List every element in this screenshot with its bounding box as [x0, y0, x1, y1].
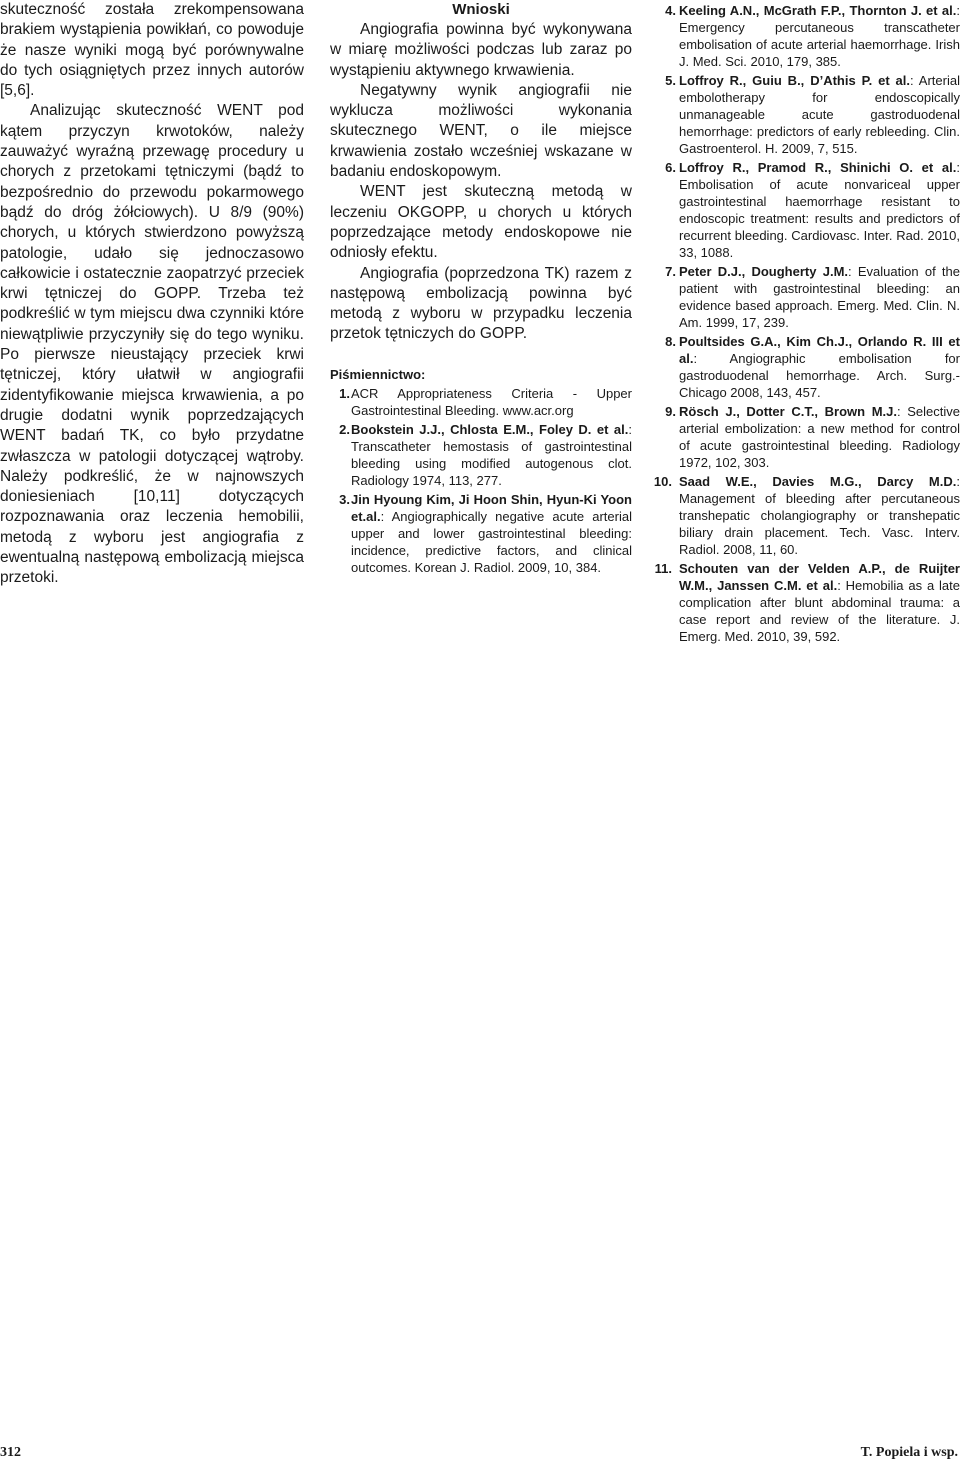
- reference-text: : Transcatheter hemostasis of gastrointestinal bleeding using modified autogenous clot. Radiology 1974, 113, 277.: [351, 421, 632, 488]
- reference-number: 1.: [339, 385, 350, 401]
- paragraph: Analizując skuteczność WENT pod kątem przyczyn krwotoków, należy zauważyć wyraźną przewagę procedury u chorych z przetokami tętniczymi (bądź to bezpośrednio do przewodu pokarmowego bądź do dróg żółciowych). U 8/9 (90%) chorych, u których stwierdzono powyższą patologie, udało się jednoczasowo całkowicie i ostatecznie zaopatrzyć przeciek krwi tętniczej do GOPP. Trzeba też podkreślić w tym miejscu dwa czynniki które niewątpliwie przyczyniły się do tego wyniku. Po pierwsze nieustający przeciek krwi tętniczej, który ułatwił w angiografii zidentyfikowanie miejsca krwawienia, a po drugie dodatni wynik poprzedzających WENT badań TK, co było przydatne zwłaszcza w patologii dotyczącej wątroby. Należy podkreślić, że w najnowszych doniesieniach [10,11] dotyczących rozpoznawania oraz leczenia hemobilii, metodą z wyboru jest angiografia z ewentualną następową embolizacją miejsca przetoki.: [0, 102, 304, 587]
- reference-authors: Peter D.J., Dougherty J.M.: [679, 264, 849, 279]
- body-text-column-1: [0, 0, 304, 589]
- reference-text: : Management of bleeding after percutaneous transhepatic cholangiography or transhepatic biliary drain placement. Tech. Vasc. Interv. Radiol. 2008, 11, 60.: [679, 474, 960, 557]
- reference-number: 4.: [665, 3, 676, 18]
- reference-text: : Angiographic embolisation for gastroduodenal hemorrhage. Arch. Surg.-Chicago 2008, 143, 457.: [679, 351, 960, 400]
- reference-number: 9.: [665, 404, 676, 419]
- reference-item: [656, 263, 960, 331]
- reference-authors: Keeling A.N., McGrath F.P., Thornton J. et al.: [679, 3, 957, 18]
- reference-text: ACR Appropriateness Criteria - Upper Gastrointestinal Bleeding. www.acr.org: [351, 385, 632, 418]
- reference-authors: Loffroy R., Pramod R., Shinichi O. et al.: [679, 160, 957, 175]
- reference-authors: Jin Hyoung Kim, Ji Hoon Shin, Hyun-Ki Yoon et.al.: [351, 491, 632, 524]
- reference-text: : Selective arterial embolization: a new method for control of acute gastrointestinal bleeding. Radiology 1972, 102, 303.: [679, 404, 960, 470]
- paragraph: skuteczność została zrekompensowana brakiem wystąpienia powikłań, co powoduje że nasze wyniki mogą być porównywalne do tych osiągniętych przez innych autorów [5,6].: [0, 1, 304, 100]
- references-column-3: [653, 0, 960, 645]
- reference-item: [656, 403, 960, 471]
- reference-number: 2.: [339, 421, 350, 437]
- page-number: 312: [0, 1445, 21, 1460]
- reference-item: [656, 159, 960, 261]
- running-author: T. Popiela i wsp.: [860, 1445, 958, 1460]
- reference-text: : Embolisation of acute nonvariceal upper gastrointestinal haemorrhage resistant to endoscopic treatment: results and predictors of recurrent bleeding. Cardiovasc. Inter. Rad. 2010, 33, 1088.: [679, 160, 960, 260]
- reference-text: : Angiographically negative acute arterial upper and lower gastrointestinal bleeding: incidence, predictive factors, and clinical outcomes. Korean J. Radiol. 2009, 10, 384.: [351, 508, 632, 575]
- reference-authors: Poultsides G.A., Kim Ch.J., Orlando R. III et al.: [679, 334, 960, 366]
- reference-item: [330, 421, 632, 489]
- reference-number: 7.: [665, 264, 676, 279]
- reference-authors: Rösch J., Dotter C.T., Brown M.J.: [679, 404, 898, 419]
- reference-number: 5.: [665, 73, 676, 88]
- conclusions-heading: Wnioski: [452, 1, 510, 18]
- reference-list: [330, 385, 632, 576]
- reference-number: 11.: [654, 561, 672, 576]
- reference-text: : Evaluation of the patient with gastrointestinal bleeding: an evidence based approach. Emerg. Med. Clin. N. Am. 1999, 17, 239.: [679, 264, 960, 330]
- reference-text: : Arterial embolotherapy for endoscopically unmanageable acute gastroduodenal hemorrhage: predictors of early rebleeding. Clin. Gastroenterol. H. 2009, 7, 515.: [679, 73, 960, 156]
- paragraph: WENT jest skuteczną metodą w leczeniu OKGOPP, u chorych u których poprzedzające metody endoskopowe nie odniosły efektu.: [330, 183, 632, 262]
- body-text-column-2: [330, 0, 632, 576]
- reference-authors: Schouten van der Velden A.P., de Ruijter W.M., Janssen C.M. et al.: [679, 561, 960, 593]
- reference-item: [653, 473, 960, 558]
- reference-number: 10.: [653, 474, 672, 489]
- reference-list: [653, 2, 960, 645]
- reference-item: [330, 491, 632, 576]
- paragraph: Angiografia powinna być wykonywana w miarę możliwości podczas lub zaraz po wystąpieniu aktywnego krwawienia.: [330, 21, 632, 79]
- reference-item: [656, 333, 960, 401]
- references-heading: Piśmiennictwo:: [330, 366, 426, 382]
- reference-text: : Hemobilia as a late complication after blunt abdominal trauma: a case report and review of the literature. J. Emerg. Med. 2010, 39, 592.: [679, 578, 960, 644]
- reference-item: [656, 2, 960, 70]
- reference-number: 6.: [665, 160, 676, 175]
- reference-authors: Bookstein J.J., Chlosta E.M., Foley D. et al.: [351, 421, 629, 437]
- reference-text: : Emergency percutaneous transcatheter embolisation of acute arterial haemorrhage. Irish J. Med. Sci. 2010, 179, 385.: [679, 3, 960, 69]
- reference-authors: Loffroy R., Guiu B., D’Athis P. et al.: [679, 73, 911, 88]
- paragraph: Angiografia (poprzedzona TK) razem z następową embolizacją powinna być metodą z wyboru w przypadku leczenia przetok tętniczych do GOPP.: [330, 264, 632, 343]
- reference-item: [330, 385, 632, 419]
- reference-item: [656, 560, 960, 645]
- reference-number: 8.: [665, 334, 676, 349]
- reference-authors: Saad W.E., Davies M.G., Darcy M.D.: [679, 474, 957, 489]
- paragraph: Negatywny wynik angiografii nie wyklucza możliwości wykonania skutecznego WENT, o ile miejsce krwawienia zostało wcześniej wskazane w badaniu endoskopowym.: [330, 81, 632, 181]
- reference-item: [656, 72, 960, 157]
- reference-number: 3.: [339, 491, 350, 507]
